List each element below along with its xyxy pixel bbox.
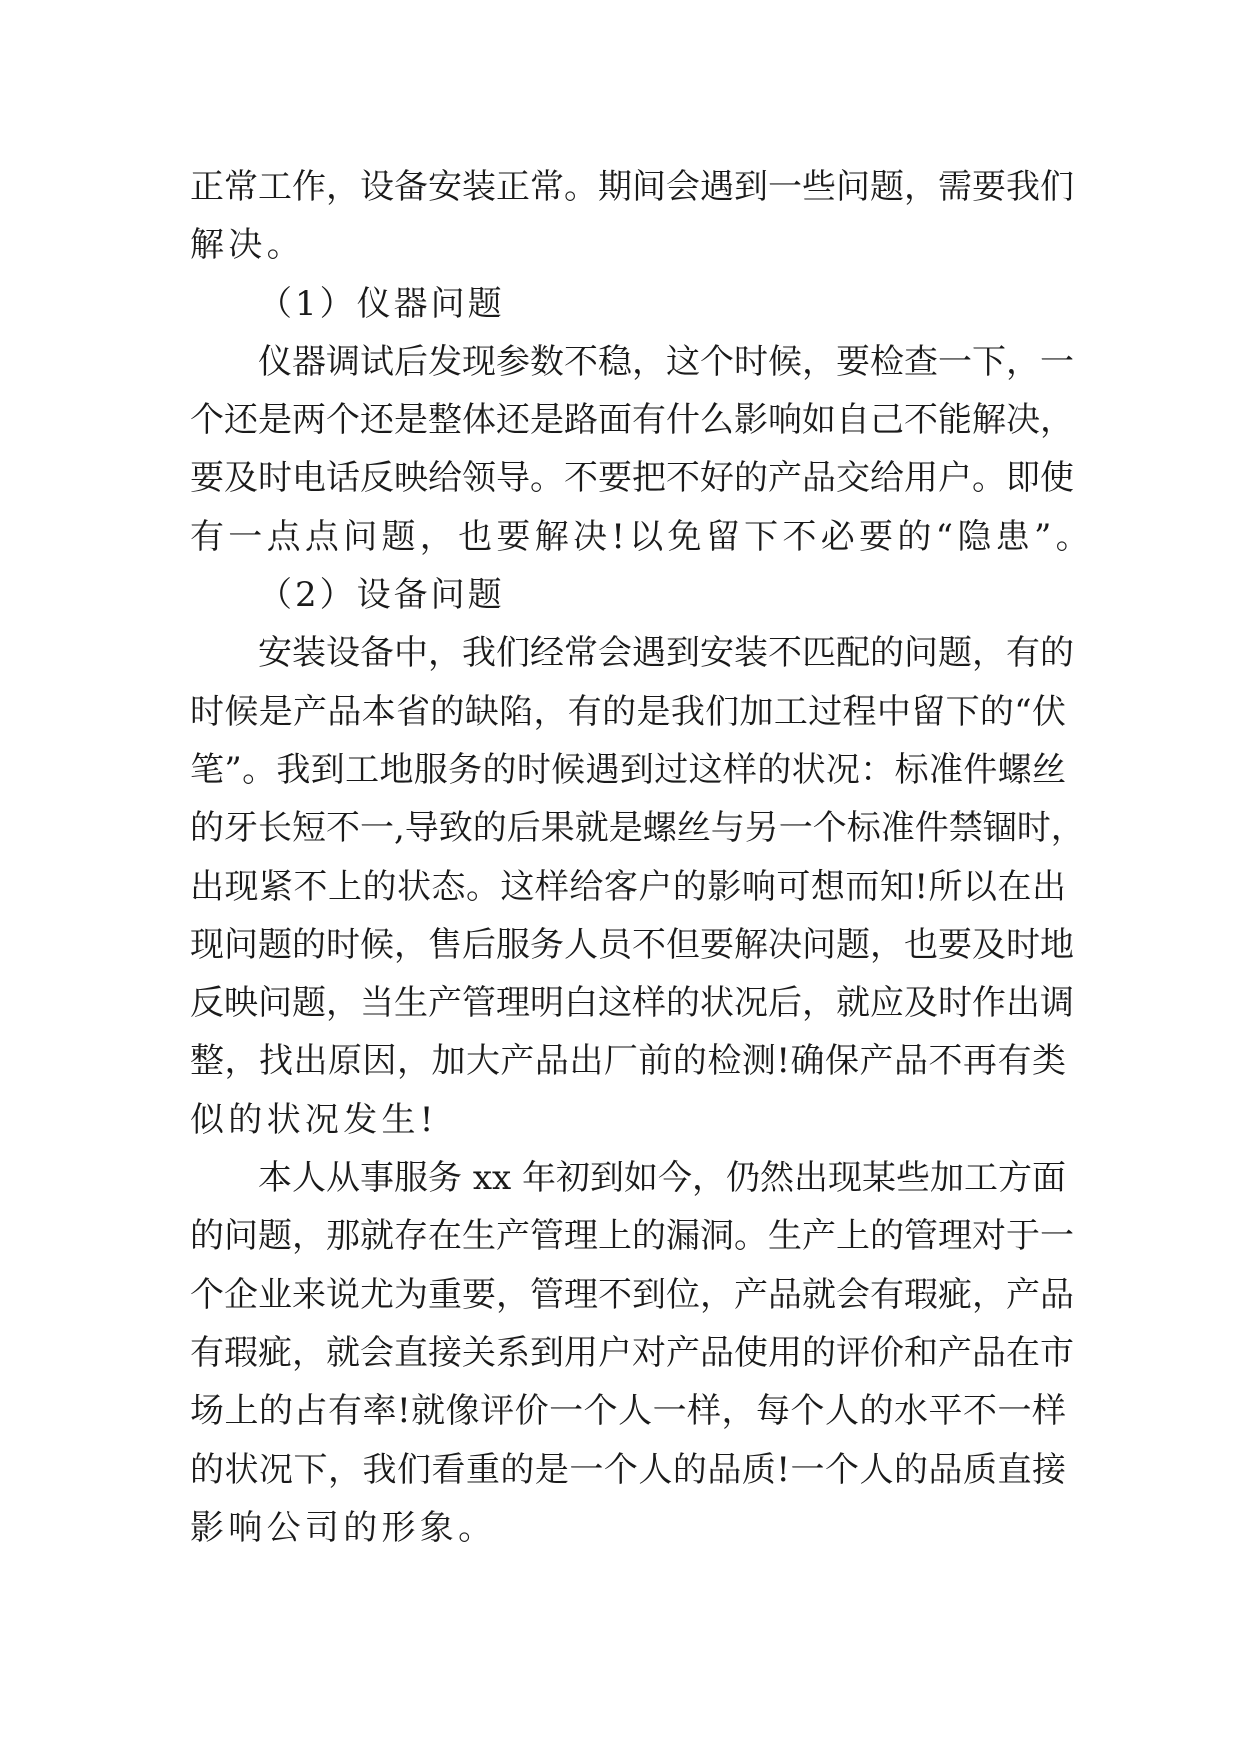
paragraph-line: 有一点点问题，也要解决!以免留下不必要的“隐患”。 — [190, 516, 1094, 557]
paragraph-line: 场上的占有率!就像评价一个人一样，每个人的水平不一样 — [190, 1391, 1066, 1432]
paragraph-line: 时候是产品本省的缺陷，有的是我们加工过程中留下的“伏 — [190, 691, 1066, 732]
paragraph-line: 似的状况发生! — [190, 1099, 438, 1140]
paragraph-line: 有瑕疵，就会直接关系到用户对产品使用的评价和产品在市 — [190, 1332, 1074, 1373]
paragraph-line: 整，找出原因，加大产品出厂前的检测!确保产品不再有类 — [190, 1041, 1066, 1082]
paragraph-line: 本人从事服务 xx 年初到如今，仍然出现某些加工方面 — [258, 1158, 1066, 1199]
paragraph-line: 影响公司的形象。 — [190, 1507, 497, 1548]
paragraph-line: 的状况下，我们看重的是一个人的品质!一个人的品质直接 — [190, 1449, 1066, 1490]
paragraph-line: 要及时电话反映给领导。不要把不好的产品交给用户。即使 — [190, 458, 1074, 499]
paragraph-line: 安装设备中，我们经常会遇到安装不匹配的问题，有的 — [258, 633, 1074, 674]
paragraph-line: 个还是两个还是整体还是路面有什么影响如自己不能解决， — [190, 400, 1074, 441]
paragraph-line: 现问题的时候，售后服务人员不但要解决问题，也要及时地 — [190, 924, 1074, 965]
paragraph-line: 仪器调试后发现参数不稳，这个时候，要检查一下，一 — [258, 341, 1074, 382]
section-heading: （2）设备问题 — [258, 575, 505, 616]
paragraph-line: 笔”。我到工地服务的时候遇到过这样的状况：标准件螺丝 — [190, 749, 1066, 790]
paragraph-line: 解决。 — [190, 225, 305, 266]
paragraph-line: 个企业来说尤为重要，管理不到位，产品就会有瑕疵，产品 — [190, 1274, 1074, 1315]
paragraph-line: 的牙长短不一,导致的后果就是螺丝与另一个标准件禁锢时， — [190, 808, 1085, 849]
document-body — [190, 158, 1094, 1557]
section-heading: （1）仪器问题 — [258, 283, 505, 324]
paragraph-line: 出现紧不上的状态。这样给客户的影响可想而知!所以在出 — [190, 866, 1066, 907]
paragraph-line: 反映问题，当生产管理明白这样的状况后，就应及时作出调 — [190, 983, 1074, 1024]
paragraph-line: 的问题，那就存在生产管理上的漏洞。生产上的管理对于一 — [190, 1216, 1074, 1257]
paragraph-line: 正常工作，设备安装正常。期间会遇到一些问题，需要我们 — [190, 167, 1074, 207]
